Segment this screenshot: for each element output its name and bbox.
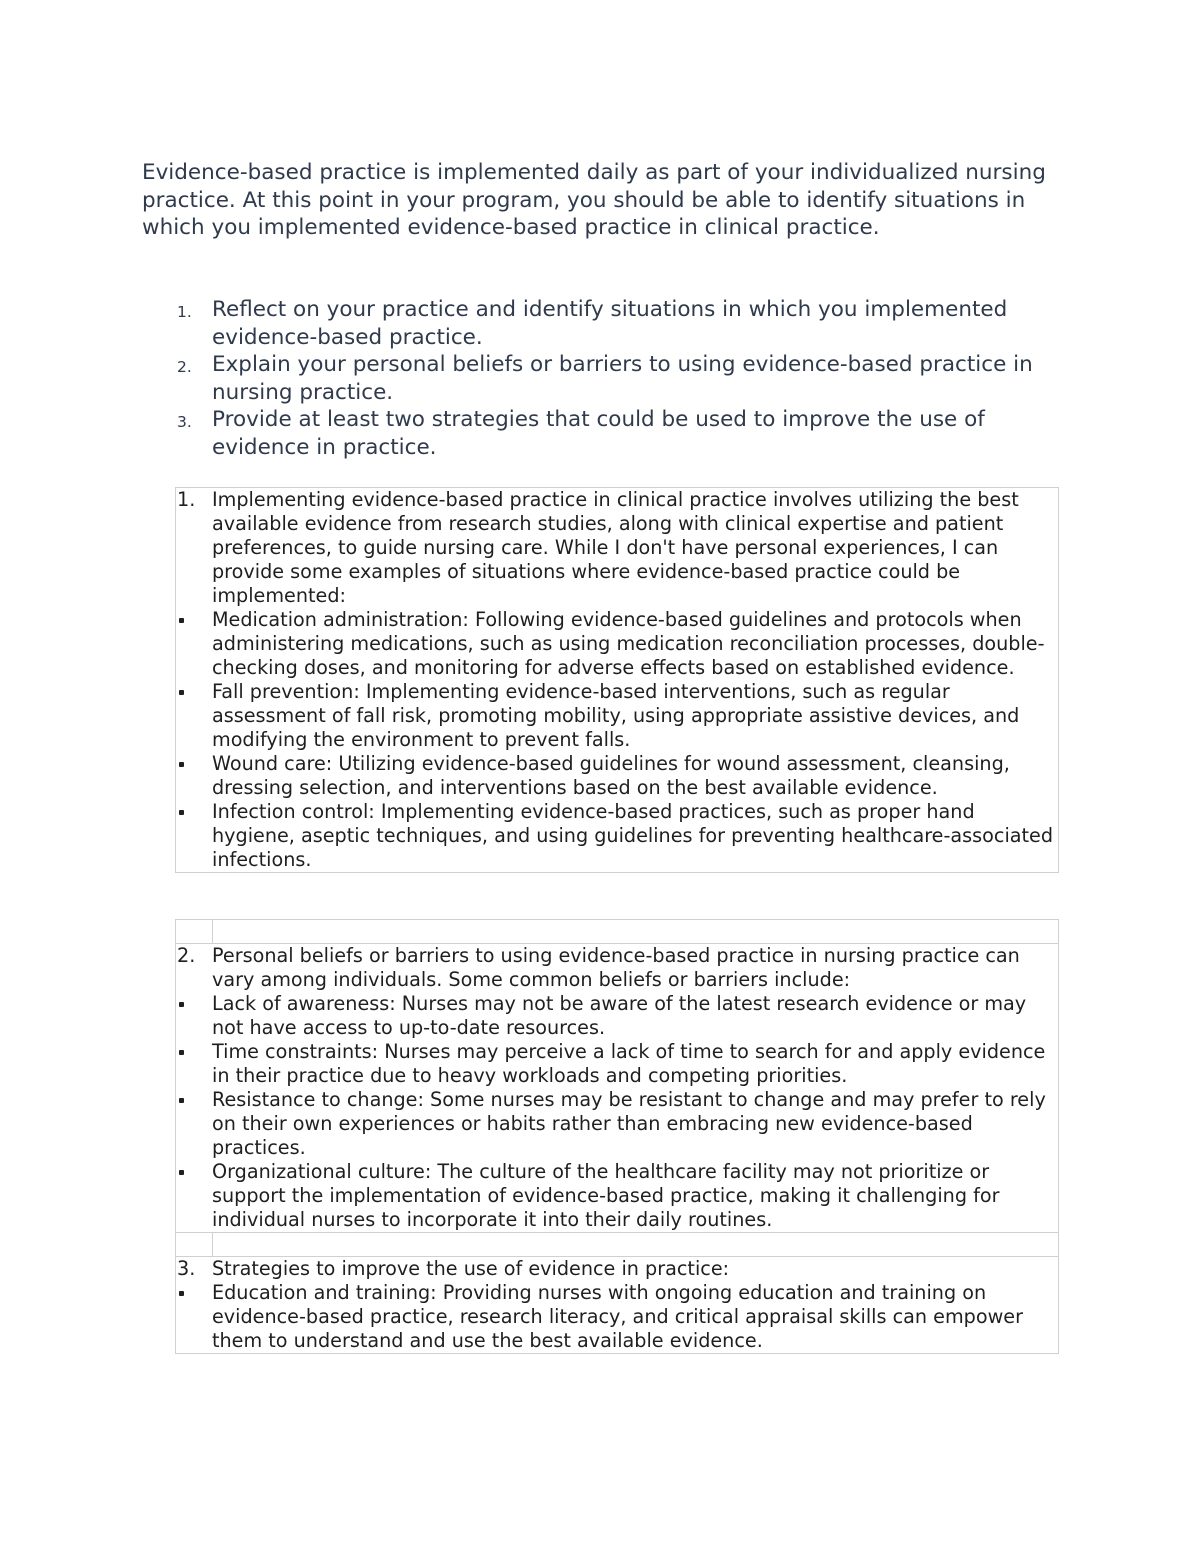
answer-bullet-item xyxy=(176,680,1058,752)
answer-bullet-item xyxy=(176,1160,1058,1232)
bullet-text: Medication administration: Following evidence-based guidelines and protocols when administering medications, such as using medication reconciliation processes, double-checking doses, and monitoring for adverse effects based on established evidence. xyxy=(212,608,1045,679)
answer-lead-text: Strategies to improve the use of evidence in practice: xyxy=(212,1257,730,1280)
bullet-icon xyxy=(179,690,184,695)
answer-number: 2. xyxy=(177,944,196,967)
prompt-item xyxy=(142,351,1082,406)
bullet-text: Organizational culture: The culture of the healthcare facility may not prioritize or support the implementation of evidence-based practice, making it challenging for individual nurses to incorporate it into their daily routines. xyxy=(212,1160,1000,1231)
prompt-list xyxy=(142,296,1082,461)
table-spacer-row xyxy=(175,919,1059,944)
bullet-icon xyxy=(179,618,184,623)
bullet-text: Infection control: Implementing evidence-based practices, such as proper hand hygiene, aseptic techniques, and using guidelines for preventing healthcare-associated infections. xyxy=(212,800,1054,871)
answer-bullet-item xyxy=(176,1088,1058,1160)
answer-bullet-item xyxy=(176,608,1058,680)
bullet-text: Time constraints: Nurses may perceive a lack of time to search for and apply evidence in their practice due to heavy workloads and competing priorities. xyxy=(212,1040,1046,1087)
prompt-text: Reflect on your practice and identify situations in which you implemented evidence-based practice. xyxy=(212,297,1008,350)
answer-table-2 xyxy=(175,943,1059,1233)
answer-table-3 xyxy=(175,1256,1059,1354)
answer-bullet-item xyxy=(176,1281,1058,1353)
prompt-number: 1. xyxy=(177,303,192,321)
bullet-icon xyxy=(179,1170,184,1175)
answer-lead-text: Implementing evidence-based practice in clinical practice involves utilizing the best available evidence from research studies, along with clinical expertise and patient preferences, to guide nursing care. While I don't have personal experiences, I can provide some examples of situations where evidence-based practice could be implemented: xyxy=(212,488,1019,607)
table-spacer-row xyxy=(175,1232,1059,1257)
answer-number: 3. xyxy=(177,1257,196,1280)
answer-number: 1. xyxy=(177,488,196,511)
bullet-icon xyxy=(179,1050,184,1055)
bullet-text: Resistance to change: Some nurses may be resistant to change and may prefer to rely on their own experiences or habits rather than embracing new evidence-based practices. xyxy=(212,1088,1046,1159)
answer-lead-row xyxy=(176,488,1058,608)
answer-bullet-item xyxy=(176,800,1058,872)
answer-lead-row xyxy=(176,944,1058,992)
answer-lead-row xyxy=(176,1257,1058,1281)
prompt-item xyxy=(142,296,1082,351)
bullet-text: Education and training: Providing nurses with ongoing education and training on evidence-based practice, research literacy, and critical appraisal skills can empower them to understand and use the best available evidence. xyxy=(212,1281,1023,1352)
answer-lead-text: Personal beliefs or barriers to using evidence-based practice in nursing practice can vary among individuals. Some common beliefs or barriers include: xyxy=(212,944,1020,991)
answer-bullet-item xyxy=(176,752,1058,800)
intro-paragraph: Evidence-based practice is implemented daily as part of your individualized nursing practice. At this point in your program, you should be able to identify situations in which you implemented evidence-based practice in clinical practice. xyxy=(142,160,1046,240)
bullet-text: Fall prevention: Implementing evidence-based interventions, such as regular assessment of fall risk, promoting mobility, using appropriate assistive devices, and modifying the environment to prevent falls. xyxy=(212,680,1020,751)
prompt-number: 2. xyxy=(177,358,192,376)
bullet-icon xyxy=(179,1098,184,1103)
bullet-icon xyxy=(179,762,184,767)
answer-table-1 xyxy=(175,487,1059,873)
bullet-icon xyxy=(179,1291,184,1296)
bullet-icon xyxy=(179,810,184,815)
prompt-text: Provide at least two strategies that could be used to improve the use of evidence in practice. xyxy=(212,407,985,460)
bullet-icon xyxy=(179,1002,184,1007)
prompt-text: Explain your personal beliefs or barriers to using evidence-based practice in nursing practice. xyxy=(212,352,1033,405)
bullet-text: Lack of awareness: Nurses may not be aware of the latest research evidence or may not have access to up-to-date resources. xyxy=(212,992,1027,1039)
prompt-number: 3. xyxy=(177,413,192,431)
answer-bullet-item xyxy=(176,992,1058,1040)
bullet-text: Wound care: Utilizing evidence-based guidelines for wound assessment, cleansing, dressing selection, and interventions based on the best available evidence. xyxy=(212,752,1010,799)
prompt-item xyxy=(142,406,1082,461)
answer-bullet-item xyxy=(176,1040,1058,1088)
